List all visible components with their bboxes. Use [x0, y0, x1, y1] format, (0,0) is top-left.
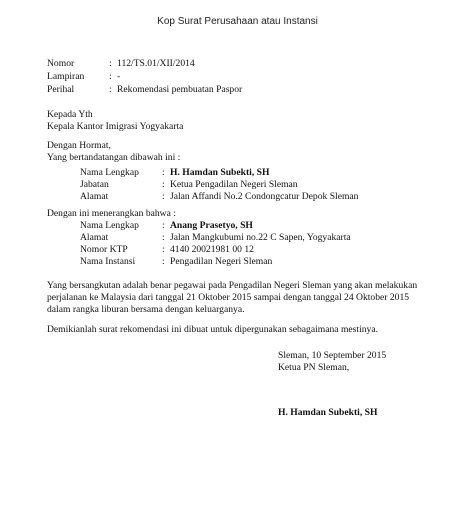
body-line-3: dalam rangka liburan bersama dengan keluarganya. — [47, 304, 245, 315]
signer-address-colon: : — [162, 191, 165, 202]
signer-address-value: Jalan Affandi No.2 Condongcatur Depok Sleman — [170, 191, 359, 202]
subject-agency-colon: : — [162, 256, 165, 267]
meta-subject-value: Rekomendasi pembuatan Paspor — [117, 84, 243, 95]
signer-position-value: Ketua Pengadilan Negeri Sleman — [170, 179, 298, 190]
subject-name-colon: : — [162, 220, 165, 231]
meta-number-label: Nomor — [47, 58, 75, 69]
meta-subject-label: Perihal — [47, 84, 75, 95]
closing-sentence: Demikianlah surat rekomendasi ini dibuat untuk dipergunakan sebagaimana mestinya. — [47, 324, 378, 335]
subject-address-colon: : — [162, 232, 165, 243]
meta-subject-colon: : — [109, 84, 112, 95]
greeting: Dengan Hormat, — [47, 140, 111, 151]
subject-agency-value: Pengadilan Negeri Sleman — [170, 256, 273, 267]
recipient-line-2: Kepala Kantor Imigrasi Yogyakarta — [47, 121, 184, 132]
meta-attachment-colon: : — [109, 71, 112, 82]
body-line-2: perjalanan ke Malaysia dari tanggal 21 Oktober 2015 sampai dengan tanggal 24 Oktober 2015 — [47, 292, 410, 303]
meta-attachment-label: Lampiran — [47, 71, 85, 82]
subject-id-value: 4140 20021981 00 12 — [170, 244, 254, 255]
subject-id-label: Nomor KTP — [80, 244, 128, 255]
subject-address-label: Alamat — [80, 232, 109, 243]
subject-address-value: Jalan Mangkubumi no.22 C Sapen, Yogyakarta — [170, 232, 351, 243]
subject-intro: Dengan ini menerangkan bahwa : — [47, 208, 176, 219]
meta-number-colon: : — [109, 58, 112, 69]
signer-position-label: Jabatan — [80, 179, 109, 190]
subject-id-colon: : — [162, 244, 165, 255]
body-paragraph — [47, 280, 427, 316]
signer-name-label: Nama Lengkap — [80, 167, 139, 178]
meta-number-value: 112/TS.01/XII/2014 — [117, 58, 195, 69]
signatory-position: Ketua PN Sleman, — [278, 362, 350, 373]
signer-name-colon: : — [162, 167, 165, 178]
signer-name-value: H. Hamdan Subekti, SH — [170, 167, 270, 178]
signer-intro: Yang bertandatangan dibawah ini : — [47, 152, 181, 163]
place-date: Sleman, 10 September 2015 — [278, 350, 387, 361]
subject-agency-label: Nama Instansi — [80, 256, 136, 267]
signer-address-label: Alamat — [80, 191, 109, 202]
body-line-1: Yang bersangkutan adalah benar pegawai pada Pengadilan Negeri Sleman yang akan melakukan — [47, 280, 418, 291]
signatory-name: H. Hamdan Subekti, SH — [278, 407, 378, 418]
recipient-line-1: Kepada Yth — [47, 109, 93, 120]
letterhead-placeholder: Kop Surat Perusahaan atau Instansi — [157, 16, 318, 27]
signer-position-colon: : — [162, 179, 165, 190]
meta-attachment-value: - — [117, 71, 121, 82]
subject-name-label: Nama Lengkap — [80, 220, 139, 231]
subject-name-value: Anang Prasetyo, SH — [170, 220, 253, 231]
